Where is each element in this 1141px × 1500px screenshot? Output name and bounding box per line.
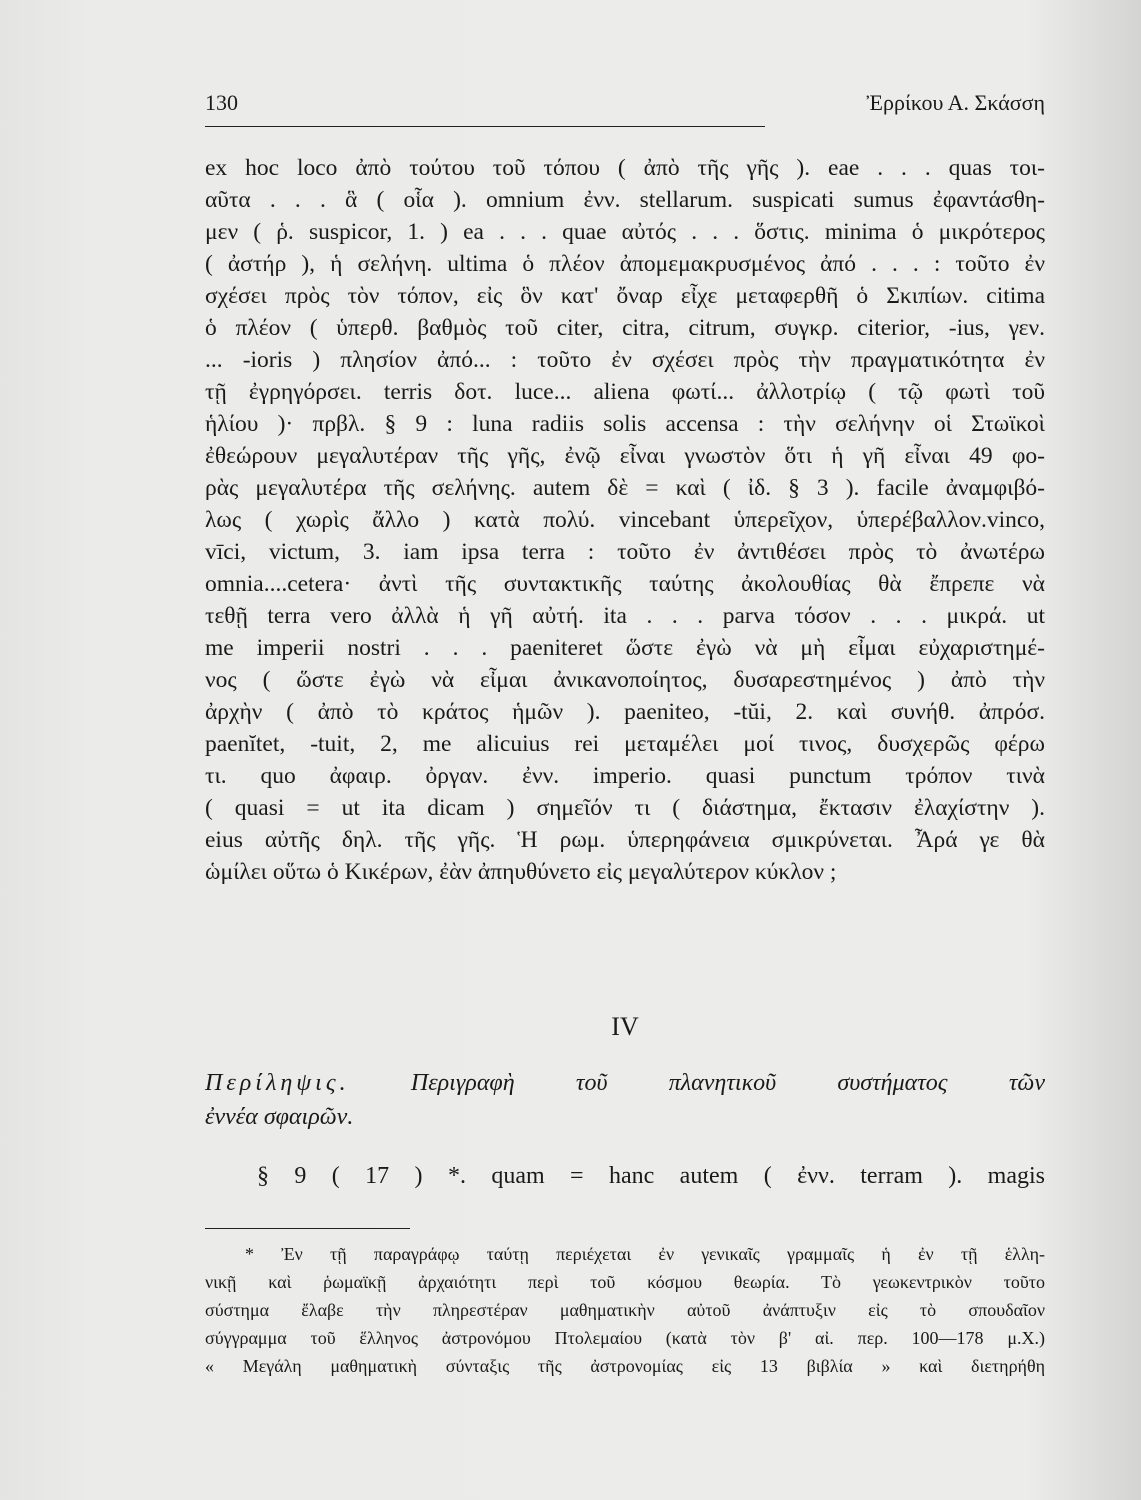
text-line: ( quasi = ut ita dicam ) σημεῖόν τι ( διάστημα, ἔκτασιν ἐλαχίστην ).	[205, 795, 1045, 821]
text-line: ρὰς μεγαλυτέρα τῆς σελήνης. autem δὲ = καὶ ( ἰδ. § 3 ). facile ἀναμφιβό-	[205, 475, 1045, 501]
text-line: νος ( ὥστε ἐγὼ νὰ εἶμαι ἀνικανοποίητος, δυσαρεστημένος ) ἀπὸ τὴν	[205, 667, 1045, 693]
summary-text-line: ἐννέα σφαιρῶν.	[205, 1104, 354, 1130]
footnote-rule	[205, 1228, 410, 1229]
footnote	[205, 1240, 1045, 1380]
text-line: ... -ioris ) πλησίον ἀπό... : τοῦτο ἐν σχέσει πρὸς τὴν πραγματικότητα ἐν	[205, 347, 1045, 373]
text-line: ὡμίλει οὕτω ὁ Κικέρων, ἐὰν ἀπηυθύνετο εἰς μεγαλύτερον κύκλον ;	[205, 859, 837, 885]
footnote-line: * Ἐν τῇ παραγράφῳ ταύτῃ περιέχεται ἐν γενικαῖς γραμμαῖς ἡ ἐν τῇ ἑλλη-	[245, 1244, 1045, 1264]
text-line: § 9 ( 17 ) *. quam = hanc autem ( ἐνν. terram ). magis	[257, 1163, 1045, 1189]
footnote-line: νικῇ καὶ ῥωμαϊκῇ ἀρχαιότητι περὶ τοῦ κόσμου θεωρία. Τὸ γεωκεντρικὸν τοῦτο	[205, 1272, 1045, 1292]
paragraph-start	[205, 1160, 1045, 1192]
text-line: me imperii nostri . . . paeniteret ὥστε ἐγὼ νὰ μὴ εἶμαι εὐχαριστημέ-	[205, 635, 1045, 661]
text-line: omnia....cetera· ἀντὶ τῆς συντακτικῆς ταύτης ἀκολουθίας θὰ ἔπρεπε νὰ	[205, 571, 1045, 597]
text-line: eius αὐτῆς δηλ. τῆς γῆς. Ἡ ρωμ. ὑπερηφάνεια σμικρύνεται. Ἆρά γε θὰ	[205, 827, 1045, 853]
text-line: αῦτα . . . ἃ ( οἷα ). omnium ἐνν. stellarum. suspicati sumus ἐφαντάσθη-	[205, 187, 1045, 213]
text-line: λως ( χωρὶς ἄλλο ) κατὰ πολύ. vincebant ὑπερεῖχον, ὑπερέβαλλον.vinco,	[205, 507, 1045, 533]
text-line: vīci, victum, 3. iam ipsa terra : τοῦτο ἐν ἀντιθέσει πρὸς τὸ ἀνωτέρω	[205, 539, 1045, 565]
summary-text-line: Περιγραφὴ τοῦ πλανητικοῦ συστήματος τῶν	[410, 1070, 1046, 1096]
footnote-line: σύγγραμμα τοῦ ἕλληνος ἀστρονόμου Πτολεμαίου (κατὰ τὸν β' αἰ. περ. 100—178 μ.Χ.)	[205, 1328, 1045, 1348]
text-line: τῇ ἐγρηγόρσει. terris δοτ. luce... aliena φωτί... ἀλλοτρίῳ ( τῷ φωτὶ τοῦ	[205, 379, 1045, 405]
text-line: ἐθεώρουν μεγαλυτέραν τῆς γῆς, ἐνῷ εἶναι γνωστὸν ὅτι ἡ γῆ εἶναι 49 φο-	[205, 443, 1045, 469]
header-rule	[205, 126, 765, 127]
text-line: ὁ πλέον ( ὑπερθ. βαθμὸς τοῦ citer, citra, citrum, συγκρ. citerior, -ius, γεν.	[205, 315, 1045, 341]
footnote-line: σύστημα ἔλαβε τὴν πληρεστέραν μαθηματικὴν αὐτοῦ ἀνάπτυξιν εἰς τὸ σπουδαῖον	[205, 1300, 1045, 1320]
summary-label: Περίληψις.	[205, 1070, 350, 1096]
text-line: τι. quo ἀφαιρ. ὀργαν. ἐνν. imperio. quasi punctum τρόπον τινὰ	[205, 763, 1045, 789]
footnote-line: « Μεγάλη μαθηματικὴ σύνταξις τῆς ἀστρονομίας εἰς 13 βιβλία » καὶ διετηρήθη	[205, 1356, 1045, 1376]
running-header	[205, 90, 1045, 120]
text-line: μεν ( ῥ. suspicor, 1. ) ea . . . quae αὐτός . . . ὅστις. minima ὁ μικρότερος	[205, 219, 1045, 245]
text-line: ex hoc loco ἀπὸ τούτου τοῦ τόπου ( ἀπὸ τῆς γῆς ). eae . . . quas τοι-	[205, 155, 1045, 181]
commentary-text	[205, 152, 1045, 888]
text-line: ( ἀστήρ ), ἡ σελήνη. ultima ὁ πλέον ἀπομεμακρυσμένος ἀπό . . . : τοῦτο ἐν	[205, 251, 1045, 277]
running-head-author: Ἐρρίκου Α. Σκάσση	[866, 90, 1045, 115]
text-line: ἀρχὴν ( ἀπὸ τὸ κράτος ἡμῶν ). paeniteo, -tŭi, 2. καὶ συνήθ. ἀπρόσ.	[205, 699, 1045, 725]
text-line: paenĭtet, -tuit, 2, me alicuius rei μεταμέλει μοί τινος, δυσχερῶς φέρω	[205, 731, 1045, 757]
text-line: ἡλίου )· πρβλ. § 9 : luna radiis solis accensa : τὴν σελήνην οἱ Στωϊκοὶ	[205, 411, 1045, 437]
section-number: IV	[611, 1012, 639, 1041]
text-line: τεθῇ terra vero ἀλλὰ ἡ γῆ αὐτή. ita . . . parva τόσον . . . μικρά. ut	[205, 603, 1045, 629]
page-number: 130	[205, 90, 238, 115]
text-line: σχέσει πρὸς τὸν τόπον, εἰς ὃν κατ' ὄναρ εἶχε μεταφερθῆ ὁ Σκιπίων. citima	[205, 283, 1045, 309]
section-summary	[205, 1066, 1045, 1134]
